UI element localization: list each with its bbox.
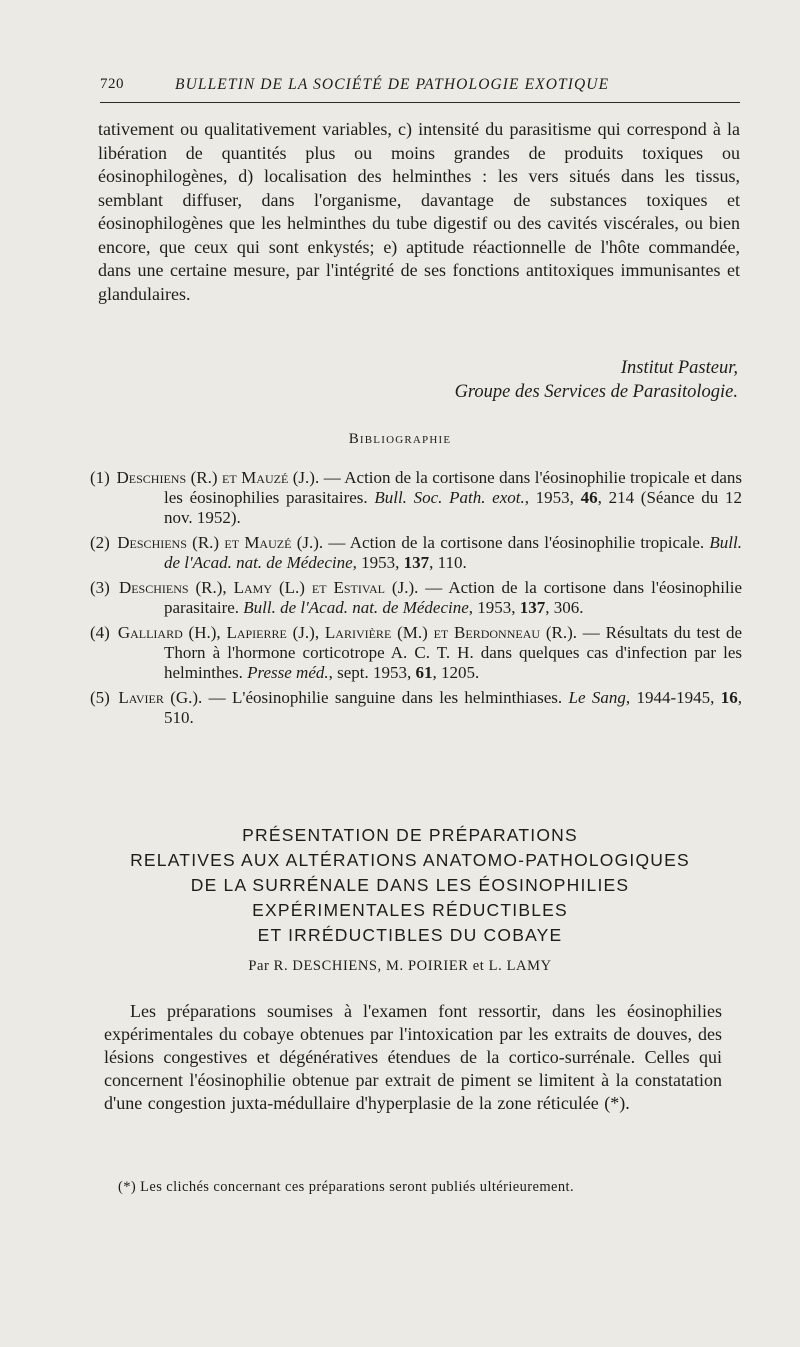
reference-number: (2) xyxy=(90,533,110,552)
reference-volume: 61 xyxy=(415,663,433,682)
article-byline: Par R. DESCHIENS, M. POIRIER et L. LAMY xyxy=(248,958,552,974)
reference-year: , 1953, xyxy=(524,488,581,507)
reference-title: — Action de la cortisone dans l'éosinophilie tropicale et dans les éosinophilies parasitaires. xyxy=(164,468,743,507)
reference-journal: Presse méd. xyxy=(247,663,329,682)
reference-year: , 1953, xyxy=(352,553,404,572)
title-line: RELATIVES AUX ALTÉRATIONS ANATOMO-PATHOLOGIQUES xyxy=(130,850,690,870)
reference-authors: Lavier (G.). xyxy=(118,688,203,707)
reference-journal: Bull. de l'Acad. nat. de Médecine xyxy=(243,598,469,617)
reference-journal: Le Sang xyxy=(568,688,626,707)
reference-authors: Deschiens (R.), Lamy (L.) et Estival (J.). xyxy=(118,578,419,597)
reference-item xyxy=(90,623,742,683)
reference-number: (1) xyxy=(90,468,110,487)
reference-title: — Action de la cortisone dans l'éosinophilie parasitaire. xyxy=(164,578,742,617)
abstract-text: Les préparations soumises à l'examen font ressortir, dans les éosinophilies expérimentales du cobaye obtenues par l'intoxication par les extraits de douves, des lésions congestives et dégénératives étendues de la cortico-surrénale. Celles qui concernent l'éosinophilie obtenue par extrait de piment se limitent à la constatation d'une congestion juxta-médullaire d'hyperplasie de la zone réticulée (*). xyxy=(104,1001,722,1113)
reference-title: — Action de la cortisone dans l'éosinophilie tropicale. xyxy=(323,533,710,552)
running-head xyxy=(100,72,740,103)
reference-title: — L'éosinophilie sanguine dans les helminthiases. xyxy=(202,688,569,707)
footnote: (*) Les clichés concernant ces préparations seront publiés ultérieurement. xyxy=(118,1179,574,1195)
title-line: EXPÉRIMENTALES RÉDUCTIBLES xyxy=(252,900,568,920)
reference-volume: 137 xyxy=(403,553,430,572)
reference-pages: , 510. xyxy=(164,688,743,727)
reference-pages: , 214 (Séance du 12 nov. 1952). xyxy=(164,488,742,527)
paragraph-text: tativement ou qualitativement variables, c) intensité du parasitisme qui correspond à la libération de quantités plus ou moins grandes de produits toxiques ou éosinophilogènes, d) localisation des helminthes : les vers situés dans les tissus, semblant diffuser, dans l'organisme, davantage de substances toxiques et éosinophilogènes que les helminthes du tube digestif ou des cavités viscérales, ou bien encore, que ceux qui sont enkystés; e) aptitude réactionnelle de l'hôte commandée, dans une certaine mesure, par l'intégrité de ses fonctions antitoxiques immunisantes et glandulaires. xyxy=(98,119,740,304)
reference-item xyxy=(90,578,742,618)
article-abstract xyxy=(104,1000,722,1115)
signature-institution: Institut Pasteur, xyxy=(620,358,738,378)
reference-number: (5) xyxy=(90,688,110,707)
journal-title: BULLETIN DE LA SOCIÉTÉ DE PATHOLOGIE EXOTIQUE xyxy=(175,76,610,93)
bibliography-list xyxy=(90,468,742,733)
reference-item xyxy=(90,533,742,573)
reference-volume: 137 xyxy=(519,598,546,617)
title-line: DE LA SURRÉNALE DANS LES ÉOSINOPHILIES xyxy=(190,875,630,895)
bibliography-heading: Bibliographie xyxy=(348,431,452,447)
reference-year: , 1944-1945, xyxy=(625,688,721,707)
title-line: PRÉSENTATION DE PRÉPARATIONS xyxy=(242,825,578,845)
reference-journal: Bull. de l'Acad. nat. de Médecine xyxy=(164,533,742,572)
reference-item xyxy=(90,468,742,528)
body-paragraph xyxy=(98,118,740,306)
title-line: ET IRRÉDUCTIBLES DU COBAYE xyxy=(257,925,563,945)
reference-year: , sept. 1953, xyxy=(328,663,416,682)
reference-pages: , 306. xyxy=(545,598,584,617)
reference-item xyxy=(90,688,742,728)
reference-volume: 16 xyxy=(720,688,738,707)
reference-authors: Galliard (H.), Lapierre (J.), Larivière (M.) et Berdonneau (R.). xyxy=(117,623,577,642)
article-title xyxy=(60,823,760,948)
reference-pages: , 1205. xyxy=(432,663,480,682)
reference-volume: 46 xyxy=(580,488,598,507)
signature-block xyxy=(238,356,738,404)
reference-authors: Deschiens (R.) et Mauzé (J.). xyxy=(116,468,320,487)
reference-authors: Deschiens (R.) et Mauzé (J.). xyxy=(117,533,324,552)
signature-group: Groupe des Services de Parasitologie. xyxy=(454,382,738,402)
reference-pages: , 110. xyxy=(429,553,467,572)
reference-title: — Résultats du test de Thorn à l'hormone corticotrope A. C. T. H. dans quelques cas d'infection par les helminthes. xyxy=(164,623,743,682)
reference-journal: Bull. Soc. Path. exot. xyxy=(374,488,525,507)
reference-number: (3) xyxy=(90,578,110,597)
reference-number: (4) xyxy=(90,623,110,642)
reference-year: , 1953, xyxy=(468,598,520,617)
page-number: 720 xyxy=(100,76,124,92)
